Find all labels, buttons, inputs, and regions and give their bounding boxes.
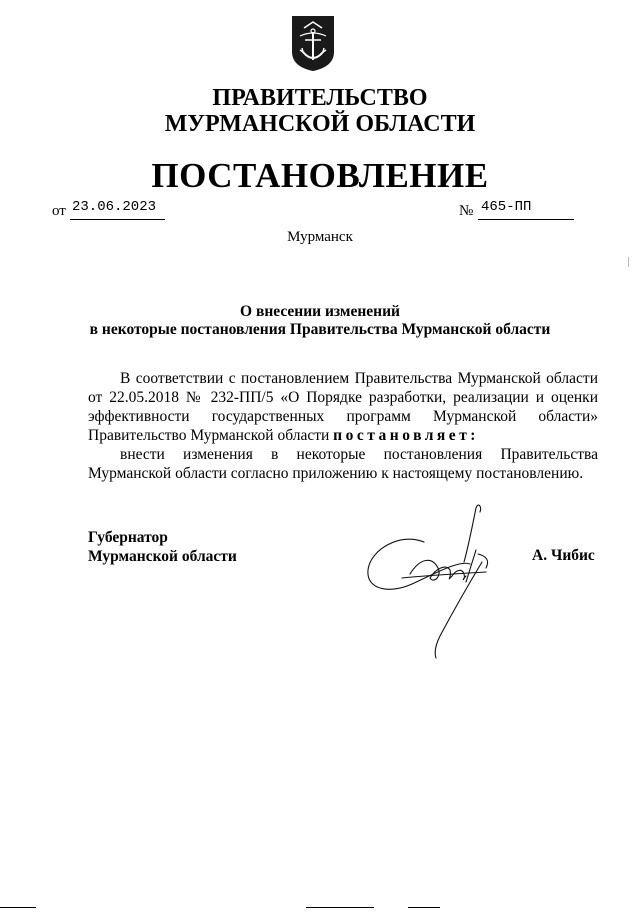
document-type-title: ПОСТАНОВЛЕНИЕ	[151, 156, 489, 195]
footer-rule-center	[306, 907, 374, 908]
document-body	[88, 369, 598, 483]
document-number: 465-ПП	[481, 199, 532, 215]
signer-title-line2: Мурманской области	[88, 548, 237, 565]
body-paragraph-1-text: В соответствии с постановлением Правительства Мурманской области от 22.05.2018 № 232-ПП/5 «О Порядке разработки, реализации и оценки эффективности государственных программ Мурманской области» Правительство Мурманской области	[88, 370, 598, 444]
number-underline	[478, 219, 574, 220]
organization-name-line1: ПРАВИТЕЛЬСТВО	[212, 85, 428, 111]
handwritten-signature	[360, 498, 550, 668]
date-label: от	[52, 203, 66, 219]
body-paragraph-1	[88, 369, 598, 445]
signer-title-line1: Губернатор	[88, 529, 168, 546]
signer-title	[88, 528, 237, 566]
margin-mark	[628, 257, 632, 267]
document-date: 23.06.2023	[72, 199, 157, 215]
footer-rule-right	[408, 907, 440, 908]
city-name: Мурманск	[287, 229, 353, 245]
resolves-keyword: постановляет:	[333, 427, 479, 444]
signer-name: А. Чибис	[532, 547, 595, 564]
subject-line1: О внесении изменений	[240, 303, 400, 320]
footer-rule-left	[0, 907, 36, 908]
subject-line2: в некоторые постановления Правительства Мурманской области	[89, 321, 551, 338]
body-paragraph-2: внести изменения в некоторые постановления Правительства Мурманской области согласно приложению к настоящему постановлению.	[88, 446, 598, 482]
organization-name-line2: МУРМАНСКОЙ ОБЛАСТИ	[164, 111, 476, 137]
number-label: №	[459, 203, 474, 219]
date-underline	[70, 219, 165, 220]
coat-of-arms-emblem	[290, 14, 336, 72]
